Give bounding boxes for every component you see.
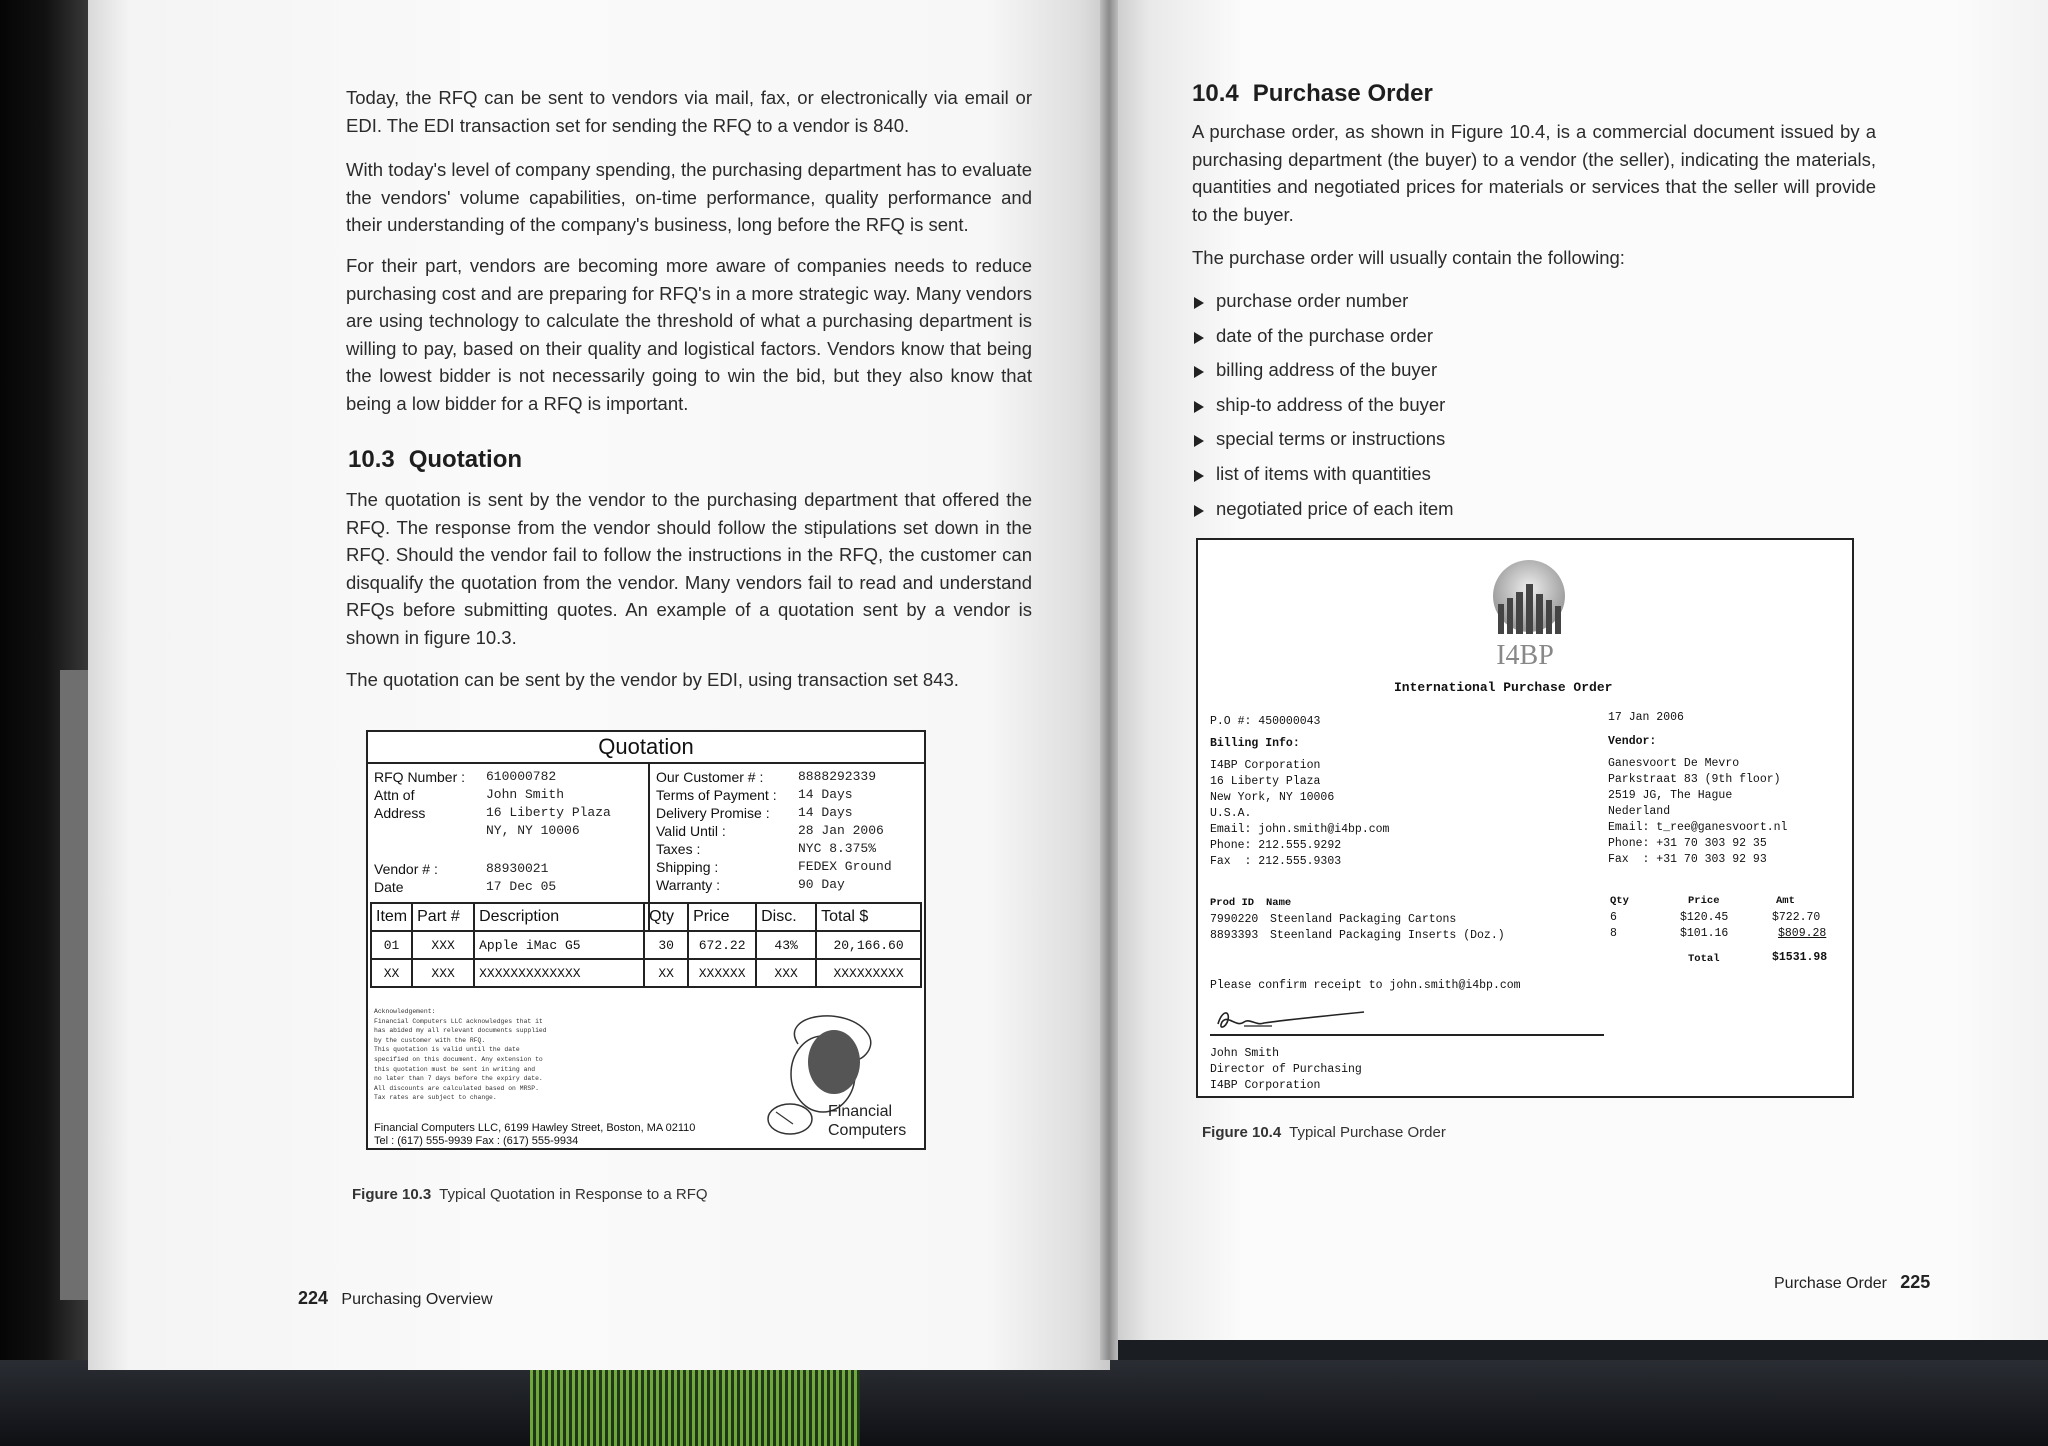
paragraph: For their part, vendors are becoming more aware of companies needs to reduce purchasing cost and are preparing for RFQ's in a more strategic way. Many vendors are using technology to calculate the threshold of what a purchasing department is willing to pay, based on their quality and logistical factors. Vendors know that being the lowest bidder is not necessarily going to win the bid, but they also know that being a low bidder for a RFQ is important. <box>346 255 1032 414</box>
figure-label: Figure 10.3 <box>352 1186 432 1203</box>
billing-line: 16 Liberty Plaza <box>1210 775 1321 788</box>
signer-line: Director of Purchasing <box>1210 1063 1362 1076</box>
column-header: Prod ID <box>1210 897 1255 909</box>
list-item-text: list of items with quantities <box>1216 462 1431 484</box>
quote-value: FEDEX Ground <box>798 859 892 874</box>
column-header: Disc. <box>756 903 816 931</box>
company-address: Financial Computers LLC, 6199 Hawley Street, Boston, MA 02110 <box>374 1122 696 1134</box>
section-heading <box>348 446 522 474</box>
bullet-icon <box>1194 366 1204 378</box>
table-header-row <box>371 903 921 931</box>
quote-label: Terms of Payment : <box>656 787 777 803</box>
logo-line: Financial <box>828 1103 893 1120</box>
financial-computers-logo-text <box>828 1102 906 1140</box>
vendor-label: Vendor: <box>1608 735 1657 748</box>
quote-value: 14 Days <box>798 805 853 820</box>
list-item-text: billing address of the buyer <box>1216 359 1438 381</box>
section-title: Purchase Order <box>1252 80 1433 107</box>
column-header: Item <box>371 903 412 931</box>
list-item <box>1194 353 1454 388</box>
list-item-text: negotiated price of each item <box>1216 497 1454 519</box>
quote-label: Warranty : <box>656 877 721 893</box>
bullet-icon <box>1194 435 1204 447</box>
section-number: 10.4 <box>1192 80 1239 107</box>
logo-line: Computers <box>828 1122 907 1139</box>
page-footer <box>1774 1272 1930 1293</box>
figure-caption-text: Typical Purchase Order <box>1289 1124 1446 1141</box>
vendor-line: Phone: +31 70 303 92 35 <box>1608 837 1767 850</box>
table-cell: 672.22 <box>688 931 756 959</box>
table-cell: 43% <box>756 931 816 959</box>
quote-label: Taxes : <box>656 841 701 857</box>
table-cell: 7990220 <box>1210 913 1259 926</box>
list-item-text: ship-to address of the buyer <box>1216 393 1446 415</box>
page-footer <box>298 1288 493 1309</box>
vendor-line: Nederland <box>1608 805 1671 818</box>
table-cell: 6 <box>1610 911 1617 924</box>
bullet-icon <box>1194 401 1204 413</box>
quote-label: Valid Until : <box>656 823 726 839</box>
running-head: Purchase Order <box>1774 1275 1887 1292</box>
column-header: Qty <box>1610 895 1629 907</box>
table-cell: Steenland Packaging Inserts (Doz.) <box>1270 929 1505 942</box>
paragraph: The quotation is sent by the vendor to the purchasing department that offered the RFQ. The response from the vendor should follow the stipulations set down in the RFQ. Should the vendor fail to follow the instructions in the RFQ, the customer can disqualify the quotation from the vendor. Many vendors fail to read and understand RFQs before submitting quotes. An example of a quotation sent by a vendor is shown in figure 10.3. <box>346 489 1032 648</box>
signature <box>1214 1006 1374 1036</box>
signer-line: John Smith <box>1210 1047 1280 1060</box>
table-cell: $101.16 <box>1680 927 1729 940</box>
list-item <box>1194 492 1454 527</box>
quote-label: Date <box>374 879 404 895</box>
table-cell: XXX <box>412 931 474 959</box>
confirm-receipt-text: Please confirm receipt to john.smith@i4bp.com <box>1210 979 1521 992</box>
figure-caption <box>352 1186 708 1203</box>
vendor-line: Ganesvoort De Mevro <box>1608 757 1740 770</box>
signature-line <box>1210 1034 1604 1036</box>
figure-label: Figure 10.4 <box>1202 1124 1282 1141</box>
paragraph: The purchase order will usually contain the following: <box>1192 247 1625 268</box>
billing-line: U.S.A. <box>1210 807 1252 820</box>
quotation-title: Quotation <box>368 732 924 764</box>
company-contact: Tel : (617) 555-9939 Fax : (617) 555-9934 <box>374 1135 579 1147</box>
running-head: Purchasing Overview <box>341 1291 493 1308</box>
quote-value: John Smith <box>486 787 565 802</box>
list-item <box>1194 457 1454 492</box>
figure-caption-text: Typical Quotation in Response to a RFQ <box>439 1186 708 1203</box>
po-contents-list <box>1194 284 1454 526</box>
table-cell: 8 <box>1610 927 1617 940</box>
list-item <box>1194 388 1454 423</box>
table-cell: XX <box>644 959 688 987</box>
table-cell: XXXXXX <box>688 959 756 987</box>
billing-line: Phone: 212.555.9292 <box>1210 839 1342 852</box>
billing-line: Email: john.smith@i4bp.com <box>1210 823 1390 836</box>
section-title: Quotation <box>408 446 523 473</box>
quote-value: NYC 8.375% <box>798 841 877 856</box>
table-cell: XXX <box>412 959 474 987</box>
table-cell: Apple iMac G5 <box>474 931 644 959</box>
table-cell: Steenland Packaging Cartons <box>1270 913 1457 926</box>
paragraph: The quotation can be sent by the vendor by EDI, using transaction set 843. <box>346 669 959 690</box>
quote-label: Delivery Promise : <box>656 805 770 821</box>
column-header: Qty <box>644 903 688 931</box>
book-gutter <box>1100 0 1118 1360</box>
quote-label: Our Customer # : <box>656 769 764 785</box>
scan-artifact-stripes <box>530 1368 860 1446</box>
vendor-line: 2519 JG, The Hague <box>1608 789 1733 802</box>
column-header: Part # <box>412 903 474 931</box>
vendor-line: Email: t_ree@ganesvoort.nl <box>1608 821 1788 834</box>
quote-value: 17 Dec 05 <box>486 879 557 894</box>
po-title: International Purchase Order <box>1394 680 1613 695</box>
table-cell: 01 <box>371 931 412 959</box>
column-header: Price <box>1688 895 1720 907</box>
quote-label: RFQ Number : <box>374 769 466 785</box>
paragraph: Today, the RFQ can be sent to vendors via mail, fax, or electronically via email or EDI. The EDI transaction set for sending the RFQ to a vendor is 840. <box>346 87 1032 136</box>
column-header: Amt <box>1776 895 1795 907</box>
bullet-icon <box>1194 505 1204 517</box>
billing-line: I4BP Corporation <box>1210 759 1321 772</box>
table-cell: XXX <box>756 959 816 987</box>
quote-value: 28 Jan 2006 <box>798 823 884 838</box>
list-item <box>1194 422 1454 457</box>
list-item-text: date of the purchase order <box>1216 324 1434 346</box>
table-cell: XXXXXXXXX <box>816 959 921 987</box>
table-row <box>371 959 921 987</box>
signer-line: I4BP Corporation <box>1210 1079 1321 1092</box>
logo-text: I4BP <box>1496 640 1554 671</box>
billing-line: New York, NY 10006 <box>1210 791 1335 804</box>
quote-label: Address <box>374 805 426 821</box>
column-header: Name <box>1266 897 1292 909</box>
page-number: 224 <box>298 1288 329 1308</box>
section-number: 10.3 <box>348 446 395 473</box>
table-cell: $722.70 <box>1772 911 1821 924</box>
quote-value: 8888292339 <box>798 769 877 784</box>
purchase-order-figure <box>1196 538 1854 1098</box>
table-cell: $809.28 <box>1778 927 1827 940</box>
list-item <box>1194 284 1454 319</box>
total-value: $1531.98 <box>1772 951 1828 964</box>
list-item-text: purchase order number <box>1216 290 1409 311</box>
company-address-block <box>374 1122 695 1148</box>
table-cell: XXXXXXXXXXXXX <box>474 959 644 987</box>
quote-value: 16 Liberty Plaza <box>486 805 611 820</box>
quote-value: 14 Days <box>798 787 853 802</box>
quote-value: 88930021 <box>486 861 549 876</box>
quote-value: NY, NY 10006 <box>486 823 580 838</box>
quotation-figure <box>366 730 926 1150</box>
po-date: 17 Jan 2006 <box>1608 711 1684 724</box>
vendor-line: Parkstraat 83 (9th floor) <box>1608 773 1781 786</box>
billing-line: Fax : 212.555.9303 <box>1210 855 1342 868</box>
quote-label: Vendor # : <box>374 861 438 877</box>
quote-value: 90 Day <box>798 877 845 892</box>
paragraph: With today's level of company spending, the purchasing department has to evaluate the vendors' volume capabilities, on-time performance, quality performance and their understanding of the company's business, long before the RFQ is sent. <box>346 159 1032 235</box>
quote-value: 610000782 <box>486 769 557 784</box>
acknowledgement-text: Acknowledgement: Financial Computers LLC acknowledges that it has abided my all relevant documents supplied by the customer with the RFQ. This quotation is valid until the date specified on this document. Any extension to this quotation must be sent in writing and no later than 7 days before the expiry date. All discounts are calculated based on MRSP. Tax rates are subject to change. <box>374 1008 547 1102</box>
po-number: P.O #: 450000043 <box>1210 715 1321 728</box>
total-label: Total <box>1688 953 1720 965</box>
column-header: Total $ <box>816 903 921 931</box>
bullet-icon <box>1194 297 1204 309</box>
paragraph: A purchase order, as shown in Figure 10.4, is a commercial document issued by a purchasing department (the buyer) to a vendor (the seller), indicating the materials, quantities and negotiated prices for materials or services that the seller will provide to the buyer. <box>1192 121 1876 225</box>
page-number: 225 <box>1900 1272 1931 1292</box>
bullet-icon <box>1194 470 1204 482</box>
figure-caption <box>1202 1124 1446 1141</box>
quotation-items-table <box>370 902 922 988</box>
list-item <box>1194 319 1454 354</box>
scan-edge-bottom <box>0 1360 2048 1446</box>
quote-label: Attn of <box>374 787 415 803</box>
billing-label: Billing Info: <box>1210 737 1300 750</box>
table-cell: 8893393 <box>1210 929 1259 942</box>
table-row <box>371 931 921 959</box>
column-header: Description <box>474 903 644 931</box>
table-cell: 30 <box>644 931 688 959</box>
table-cell: 20,166.60 <box>816 931 921 959</box>
table-cell: $120.45 <box>1680 911 1729 924</box>
list-item-text: special terms or instructions <box>1216 428 1446 450</box>
vendor-line: Fax : +31 70 303 92 93 <box>1608 853 1767 866</box>
bullet-icon <box>1194 332 1204 344</box>
quote-label: Shipping : <box>656 859 719 875</box>
section-heading <box>1192 80 1433 108</box>
scan-edge-strip <box>60 670 90 1300</box>
column-header: Price <box>688 903 756 931</box>
table-cell: XX <box>371 959 412 987</box>
